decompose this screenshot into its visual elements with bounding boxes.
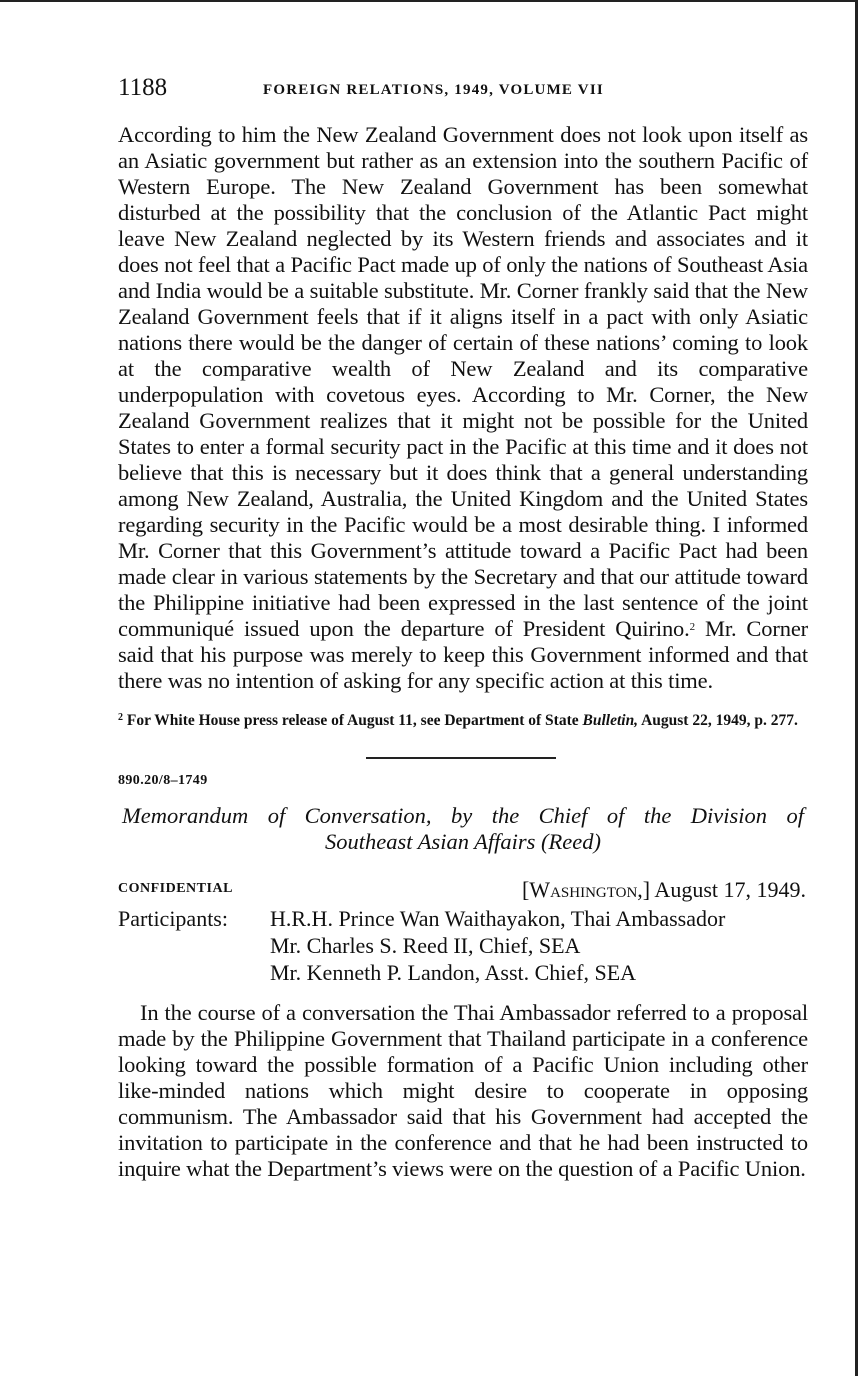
place-date — [522, 877, 806, 903]
participant-item: H.R.H. Prince Wan Waithayakon, Thai Ambassador — [270, 906, 726, 931]
footnote-text-end: August 22, 1949, p. 277. — [638, 712, 798, 729]
participants-label: Participants: — [118, 906, 228, 931]
footnote-marker: 2 — [118, 712, 123, 723]
paragraph-text: According to him the New Zealand Government does not look upon itself as an Asiatic government but rather as an extension into the southern Pacific of Western Europe. The New Zealand Government has been somewhat disturbed at the possibility that the conclusion of the Atlantic Pact might leave New Zealand neglected by its Western friends and associates and it does not feel that a Pacific Pact made up of only the nations of Southeast Asia and India would be a suitable substitute. Mr. Corner frankly said that the New Zealand Government feels that if it aligns itself in a pact with only Asiatic nations there would be the danger of certain of these nations’ coming to look at the comparative wealth of New Zealand and its comparative underpopulation with covetous eyes. According to Mr. Corner, the New Zealand Government realizes that it might not be possible for the United States to enter a formal security pact in the Pacific at this time and it does not believe that this is necessary but it does think that a general understanding among New Zealand, Australia, the United Kingdom and the United States regarding security in the Pacific would be a most desirable thing. I informed Mr. Corner that this Government’s attitude toward a Pacific Pact had been made clear in various statements by the Secretary and that our attitude toward the Philippine initiative had been expressed in the last sentence of the joint communiqué issued upon the departure of President Quirino. — [118, 122, 808, 641]
section-divider — [366, 757, 556, 759]
participant-item: Mr. Charles S. Reed II, Chief, SEA — [270, 933, 581, 958]
page-content — [118, 74, 808, 1182]
file-number: 890.20/8–1749 — [118, 773, 208, 788]
participant-item: Mr. Kenneth P. Landon, Asst. Chief, SEA — [270, 960, 637, 985]
classification-label: CONFIDENTIAL — [118, 881, 233, 896]
document-title-line-1: Memorandum of Conversation, by the Chief of the Division of — [122, 803, 804, 828]
body-paragraph-1 — [118, 122, 808, 694]
document-title-line-2: Southeast Asian Affairs (Reed) — [324, 829, 602, 854]
place: [Washington,] — [521, 877, 651, 902]
participants-block — [118, 905, 808, 986]
body-paragraph-2: In the course of a conversation the Thai Ambassador referred to a proposal made by the Philippine Government that Thailand participate in a conference looking toward the possible formation of a Pacific Union including other like-minded nations which might desire to cooperate in opposing communism. The Ambassador said that his Government had accepted the invitation to participate in the conference and that he had been instructed to inquire what the Department’s views were on the question of a Pacific Union. — [118, 1000, 808, 1181]
footnote-reference: 2 — [689, 621, 695, 633]
participants-list — [270, 905, 808, 986]
paragraph-text-continued: Mr. Corner said that his purpose was merely to keep this Government informed and that there was no intention of asking for any specific action at this time. — [118, 616, 808, 693]
page-header — [118, 74, 808, 108]
date: August 17, 1949. — [650, 877, 806, 902]
footnote — [118, 712, 808, 729]
document-title — [118, 803, 808, 855]
footnote-italic-title: Bulletin, — [582, 712, 639, 729]
classification-row — [118, 877, 808, 903]
page-number: 1188 — [118, 74, 168, 101]
footnote-text: For White House press release of August 11, see Department of State — [123, 712, 583, 729]
running-head: FOREIGN RELATIONS, 1949, VOLUME VII — [263, 82, 604, 98]
